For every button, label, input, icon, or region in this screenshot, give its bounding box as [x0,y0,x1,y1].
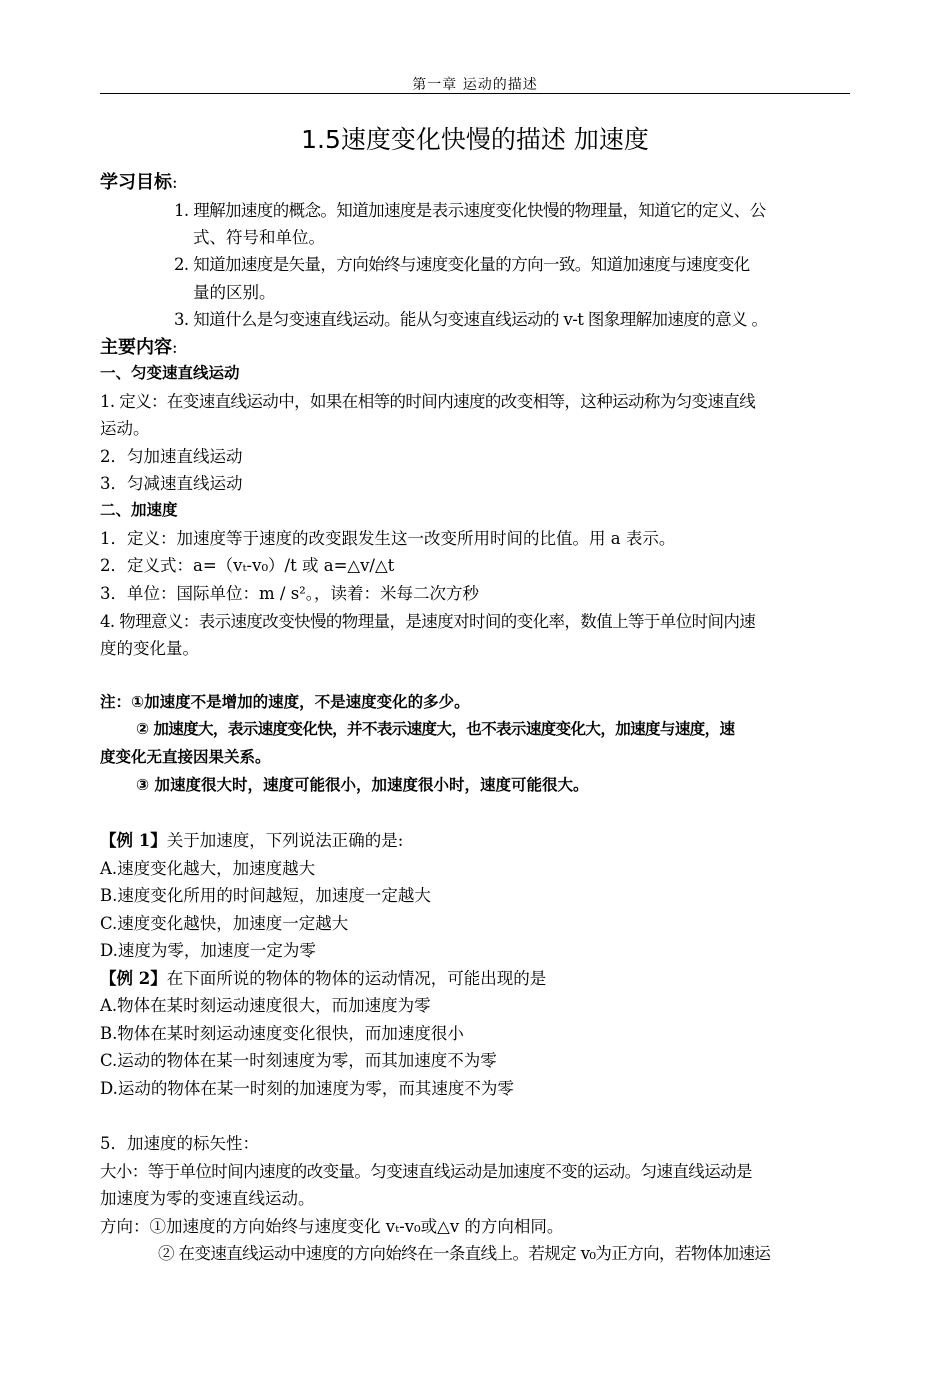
section1-heading: 一、匀变速直线运动 [100,364,240,382]
note-line-4: ③ 加速度很大时，速度可能很小，加速度很小时，速度可能很大。 [136,776,589,794]
section2-line-3: 3．单位：国际单位：m / s²。，读着：米每二次方秒 [100,584,480,603]
example1-question: 关于加速度，下列说法正确的是: [166,831,404,850]
objective-line-1: 1. 理解加速度的概念。知道加速度是表示速度变化快慢的物理量，知道它的定义、公 [174,201,766,220]
example1-option-c: C.速度变化越快，加速度一定越大 [100,914,349,933]
main-heading: 主要内容 [100,337,172,358]
section1-line-2: 运动。 [100,419,150,438]
section5-line-2: 大小：等于单位时间内速度的改变量。匀变速直线运动是加速度不变的运动。匀速直线运动是 [100,1162,752,1181]
section1-line-3: 2．匀加速直线运动 [100,447,243,466]
section5-line-3: 加速度为零的变速直线运动。 [100,1189,315,1208]
section2-line-5: 度的变化量。 [100,639,199,658]
section2-line-1: 1．定义：加速度等于速度的改变跟发生这一改变所用时间的比值。用 a 表示。 [100,529,676,548]
example2-option-d: D.运动的物体在某一时刻的加速度为零，而其速度不为零 [100,1079,514,1098]
example2-option-c: C.运动的物体在某一时刻速度为零，而其加速度不为零 [100,1051,497,1070]
example2-question: 在下面所说的物体的物体的运动情况，可能出现的是 [166,969,547,988]
main-heading-line [100,333,178,359]
header-rule [100,93,850,94]
example2-question-line [100,965,546,989]
example1-label: 【例 1】 [100,831,167,850]
example1-question-line [100,827,403,851]
objectives-heading: 学习目标 [100,172,172,193]
section1-line-1: 1. 定义：在变速直线运动中，如果在相等的时间内速度的改变相等，这种运动称为匀变速直线 [100,392,756,411]
objective-line-3: 2. 知道加速度是矢量，方向始终与速度变化量的方向一致。知道加速度与速度变化 [174,255,750,274]
section1-line-4: 3．匀减速直线运动 [100,474,243,493]
example2-option-b: B.物体在某时刻运动速度变化很快，而加速度很小 [100,1024,464,1043]
objectives-heading-colon: : [172,173,178,192]
objective-line-2: 式、符号和单位。 [193,228,325,247]
note-line-3: 度变化无直接因果关系。 [100,748,271,766]
section2-line-2: 2．定义式：a=（vₜ-v₀）/t 或 a=△v/△t [100,556,395,575]
page-header: 第一章 运动的描述 [412,77,538,93]
note-line-1: 注：①加速度不是增加的速度，不是速度变化的多少。 [100,693,470,711]
section5-line-5: ② 在变速直线运动中速度的方向始终在一条直线上。若规定 v₀为正方向，若物体加速运 [158,1244,771,1263]
section5-line-4: 方向：①加速度的方向始终与速度变化 vₜ-v₀或△v 的方向相同。 [100,1217,564,1236]
page-title: 1.5速度变化快慢的描述 加速度 [301,125,649,154]
section2-heading: 二、加速度 [100,501,178,519]
section5-line-1: 5．加速度的标矢性： [100,1134,259,1153]
example1-option-a: A.速度变化越大，加速度越大 [100,859,316,878]
note-line-2: ② 加速度大，表示速度变化快，并不表示速度大，也不表示速度变化大，加速度与速度，速 [136,720,735,738]
objectives-heading-line [100,168,178,194]
example2-label: 【例 2】 [100,969,167,988]
objective-line-5: 3. 知道什么是匀变速直线运动。能从匀变速直线运动的 v-t 图象理解加速度的意义 。 [174,310,768,329]
example1-option-b: B.速度变化所用的时间越短，加速度一定越大 [100,886,431,905]
section2-line-4: 4. 物理意义：表示速度改变快慢的物理量，是速度对时间的变化率，数值上等于单位时间内速 [100,612,756,631]
main-heading-colon: : [172,338,178,357]
example2-option-a: A.物体在某时刻运动速度很大，而加速度为零 [100,996,431,1015]
objective-line-4: 量的区别。 [193,283,276,302]
example1-option-d: D.速度为零，加速度一定为零 [100,941,316,960]
